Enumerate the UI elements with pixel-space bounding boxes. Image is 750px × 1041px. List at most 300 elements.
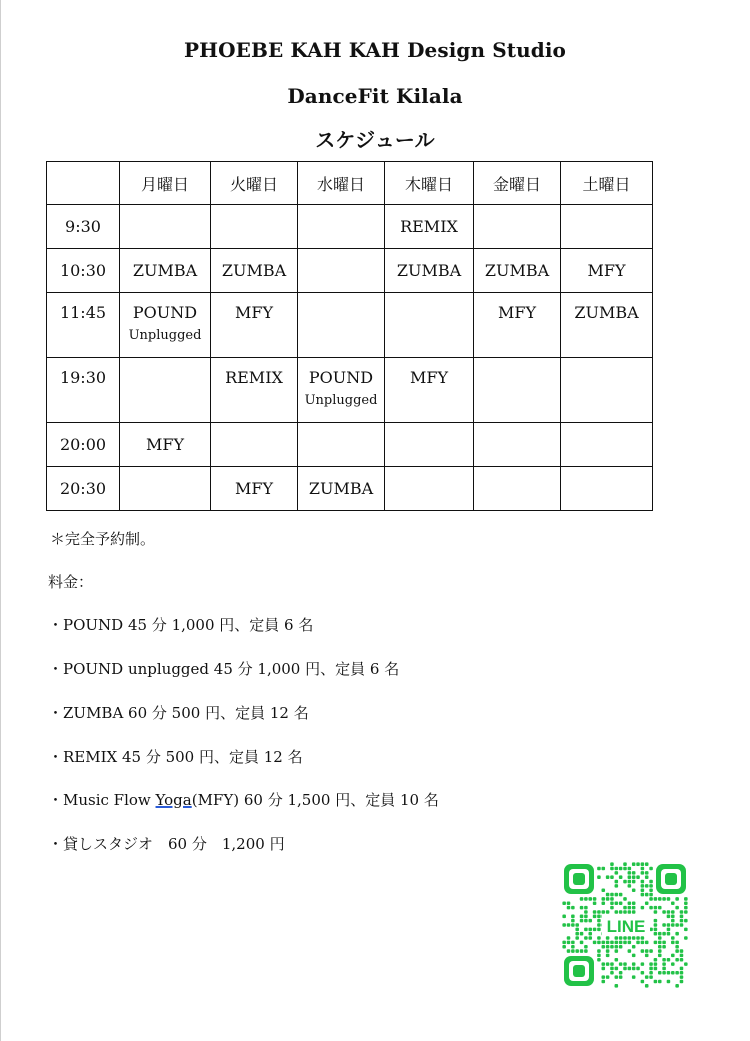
qr-module [628, 906, 632, 910]
qr-module [562, 915, 566, 919]
qr-module [597, 915, 601, 919]
qr-module [602, 902, 606, 906]
qr-module [680, 910, 684, 914]
qr-module [584, 928, 588, 932]
qr-module [619, 975, 623, 979]
qr-module [593, 897, 597, 901]
qr-module [623, 897, 627, 901]
qr-module [641, 888, 645, 892]
qr-module [641, 893, 645, 897]
class-cell [298, 249, 385, 293]
qr-module [597, 941, 601, 945]
qr-module [606, 941, 610, 945]
qr-module [606, 897, 610, 901]
qr-module [597, 910, 601, 914]
qr-module [615, 941, 619, 945]
qr-module [667, 958, 671, 962]
qr-module [671, 910, 675, 914]
class-cell [120, 249, 211, 293]
class-name [298, 293, 384, 303]
qr-module [602, 945, 606, 949]
qr-module [597, 958, 601, 962]
yoga-spellcheck-word: Yoga [155, 791, 192, 809]
qr-module [654, 923, 658, 927]
class-cell [211, 423, 298, 467]
class-name: ZUMBA [484, 261, 550, 280]
table-row [47, 423, 653, 467]
price-text: ・貸しスタジオ 60 分 1,200 円 [48, 835, 285, 853]
qr-module [571, 923, 575, 927]
qr-module [636, 936, 640, 940]
qr-module [584, 949, 588, 953]
qr-module [649, 949, 653, 953]
qr-module [645, 875, 649, 879]
qr-module [649, 893, 653, 897]
qr-module [610, 862, 614, 866]
qr-module [628, 949, 632, 953]
qr-module [671, 954, 675, 958]
qr-module [671, 971, 675, 975]
qr-module [619, 902, 623, 906]
qr-module [680, 919, 684, 923]
qr-module [615, 910, 619, 914]
qr-module [632, 967, 636, 971]
qr-module [567, 923, 571, 927]
qr-module [584, 945, 588, 949]
class-cell [120, 205, 211, 249]
qr-module [632, 871, 636, 875]
qr-module [658, 941, 662, 945]
line-qr-code-icon[interactable] [562, 862, 688, 988]
qr-module [571, 915, 575, 919]
qr-module [641, 941, 645, 945]
class-name: REMIX [400, 217, 458, 236]
qr-module [641, 867, 645, 871]
class-name: ZUMBA [221, 261, 287, 280]
qr-module [667, 971, 671, 975]
qr-module [662, 923, 666, 927]
qr-module [580, 949, 584, 953]
qr-module [628, 884, 632, 888]
qr-module [649, 975, 653, 979]
qr-module [675, 958, 679, 962]
qr-module [584, 897, 588, 901]
qr-module [654, 906, 658, 910]
qr-module [628, 902, 632, 906]
qr-module [584, 910, 588, 914]
qr-module [632, 880, 636, 884]
qr-module [662, 932, 666, 936]
qr-module [606, 893, 610, 897]
class-cell [474, 358, 561, 423]
qr-module [580, 906, 584, 910]
qr-module [675, 971, 679, 975]
qr-module [615, 902, 619, 906]
qr-module [662, 958, 666, 962]
qr-module [632, 975, 636, 979]
qr-module [628, 967, 632, 971]
qr-module [615, 936, 619, 940]
qr-module [680, 954, 684, 958]
qr-module [597, 875, 601, 879]
qr-module [654, 941, 658, 945]
qr-module [619, 941, 623, 945]
qr-module [619, 867, 623, 871]
qr-module [562, 902, 566, 906]
qr-module [610, 906, 614, 910]
qr-module [684, 962, 688, 966]
qr-module [619, 875, 623, 879]
qr-module [567, 941, 571, 945]
class-cell [561, 358, 653, 423]
class-cell [561, 293, 653, 358]
qr-module [619, 971, 623, 975]
qr-module [636, 967, 640, 971]
qr-module [615, 880, 619, 884]
qr-module [602, 897, 606, 901]
day-header: 金曜日 [474, 162, 561, 205]
qr-module [628, 867, 632, 871]
qr-module [602, 941, 606, 945]
qr-module [641, 936, 645, 940]
day-header: 木曜日 [385, 162, 474, 205]
qr-module [649, 884, 653, 888]
qr-module [636, 862, 640, 866]
qr-module [628, 875, 632, 879]
qr-module [610, 897, 614, 901]
page-edge-divider [0, 0, 1, 1041]
class-cell [298, 467, 385, 511]
qr-module [645, 862, 649, 866]
schedule-heading: スケジュール [315, 128, 435, 152]
qr-module [628, 880, 632, 884]
qr-module [593, 902, 597, 906]
qr-module [597, 949, 601, 953]
qr-module [567, 902, 571, 906]
qr-module [680, 980, 684, 984]
brand-title: DanceFit Kilala [287, 84, 463, 108]
class-cell [298, 423, 385, 467]
qr-module [575, 928, 579, 932]
class-name: POUND [132, 303, 198, 322]
qr-module [606, 910, 610, 914]
qr-module [662, 910, 666, 914]
class-cell [211, 205, 298, 249]
qr-module [588, 897, 592, 901]
price-text: ・ZUMBA 60 分 500 円、定員 12 名 [48, 704, 309, 722]
qr-module [623, 880, 627, 884]
qr-module [658, 954, 662, 958]
qr-finder-top-right [656, 864, 686, 894]
qr-module [662, 941, 666, 945]
qr-module [588, 919, 592, 923]
time-cell: 20:00 [47, 423, 120, 467]
qr-module [671, 936, 675, 940]
table-header-row [47, 162, 653, 205]
qr-module [641, 980, 645, 984]
qr-module [615, 867, 619, 871]
qr-module [654, 958, 658, 962]
qr-module [575, 936, 579, 940]
qr-module [571, 945, 575, 949]
qr-module [580, 915, 584, 919]
qr-module [567, 949, 571, 953]
qr-module [675, 984, 679, 988]
qr-module [667, 928, 671, 932]
qr-module [671, 902, 675, 906]
qr-module [632, 954, 636, 958]
price-text: ・POUND 45 分 1,000 円、定員 6 名 [48, 616, 314, 634]
qr-module [636, 875, 640, 879]
qr-module [667, 923, 671, 927]
qr-module [597, 954, 601, 958]
qr-module [606, 936, 610, 940]
qr-module [645, 975, 649, 979]
qr-module [623, 862, 627, 866]
qr-module [645, 871, 649, 875]
qr-module [671, 941, 675, 945]
qr-module [575, 923, 579, 927]
qr-module [675, 923, 679, 927]
qr-module [588, 932, 592, 936]
qr-module [671, 915, 675, 919]
qr-module [658, 897, 662, 901]
qr-module [593, 910, 597, 914]
class-cell [474, 423, 561, 467]
class-name: ZUMBA [396, 261, 462, 280]
qr-module [632, 906, 636, 910]
class-name: REMIX [225, 368, 283, 387]
qr-module [615, 975, 619, 979]
class-variant: Unplugged [128, 328, 202, 343]
time-cell: 10:30 [47, 249, 120, 293]
qr-module [645, 893, 649, 897]
qr-module [610, 893, 614, 897]
price-item [48, 702, 309, 723]
qr-module [597, 919, 601, 923]
qr-module [658, 949, 662, 953]
qr-module [610, 867, 614, 871]
qr-module [597, 928, 601, 932]
qr-module [610, 902, 614, 906]
qr-module [610, 971, 614, 975]
day-header: 土曜日 [561, 162, 653, 205]
qr-module [628, 936, 632, 940]
qr-module [632, 962, 636, 966]
qr-module [667, 910, 671, 914]
qr-module [619, 893, 623, 897]
qr-module [645, 984, 649, 988]
qr-module [667, 915, 671, 919]
qr-module [654, 980, 658, 984]
qr-module [684, 906, 688, 910]
time-label: 11:45 [59, 303, 107, 322]
qr-module [649, 906, 653, 910]
qr-module [571, 949, 575, 953]
class-cell [298, 358, 385, 423]
class-name: POUND [308, 368, 374, 387]
qr-module [654, 928, 658, 932]
qr-module [680, 915, 684, 919]
qr-module [562, 923, 566, 927]
qr-module [645, 884, 649, 888]
qr-module [662, 897, 666, 901]
qr-module [623, 941, 627, 945]
table-row [47, 205, 653, 249]
qr-module [649, 971, 653, 975]
class-cell [385, 423, 474, 467]
qr-finder-top-left [564, 864, 594, 894]
qr-module [632, 862, 636, 866]
table-row [47, 293, 653, 358]
class-name: MFY [587, 261, 626, 280]
qr-module [615, 893, 619, 897]
qr-module [606, 949, 610, 953]
class-cell [385, 467, 474, 511]
qr-module [641, 971, 645, 975]
qr-module [584, 915, 588, 919]
class-cell [120, 467, 211, 511]
qr-module [649, 967, 653, 971]
qr-module [654, 910, 658, 914]
qr-module [645, 941, 649, 945]
qr-module [619, 910, 623, 914]
price-item [48, 658, 399, 679]
qr-module [567, 936, 571, 940]
time-label: 19:30 [59, 368, 107, 387]
qr-module [680, 971, 684, 975]
class-cell [385, 358, 474, 423]
qr-module [602, 980, 606, 984]
qr-module [649, 867, 653, 871]
schedule-table [46, 161, 653, 511]
class-cell [120, 358, 211, 423]
qr-module [654, 919, 658, 923]
qr-module [615, 945, 619, 949]
qr-module [632, 945, 636, 949]
qr-module [602, 975, 606, 979]
qr-module [615, 871, 619, 875]
qr-module [675, 897, 679, 901]
class-name: MFY [145, 435, 185, 454]
qr-module [619, 945, 623, 949]
qr-module [584, 919, 588, 923]
qr-module [654, 932, 658, 936]
qr-module [654, 967, 658, 971]
qr-module [684, 936, 688, 940]
qr-module [606, 954, 610, 958]
qr-module [619, 936, 623, 940]
price-heading: 料金： [48, 573, 94, 591]
qr-module [593, 915, 597, 919]
class-name: MFY [234, 303, 274, 322]
table-row [47, 467, 653, 511]
class-cell [211, 293, 298, 358]
class-name: ZUMBA [574, 303, 639, 322]
qr-module [654, 962, 658, 966]
price-text: ・POUND unplugged 45 分 1,000 円、定員 6 名 [48, 660, 400, 678]
qr-module [606, 962, 610, 966]
class-cell [474, 205, 561, 249]
qr-module [632, 910, 636, 914]
qr-module [632, 875, 636, 879]
studio-title: PHOEBE KAH KAH Design Studio [184, 38, 566, 62]
qr-module [575, 949, 579, 953]
qr-module [680, 949, 684, 953]
class-cell [474, 249, 561, 293]
qr-module [602, 962, 606, 966]
qr-module [619, 962, 623, 966]
class-name [474, 358, 560, 368]
qr-module [662, 945, 666, 949]
qr-module [588, 928, 592, 932]
time-cell [47, 358, 120, 423]
qr-module [602, 967, 606, 971]
class-cell [474, 467, 561, 511]
qr-module [645, 949, 649, 953]
qr-module [571, 919, 575, 923]
qr-module [580, 932, 584, 936]
qr-module [649, 888, 653, 892]
qr-module [667, 980, 671, 984]
class-cell [211, 467, 298, 511]
qr-module [675, 949, 679, 953]
qr-module [623, 936, 627, 940]
price-item [48, 833, 285, 854]
qr-module [675, 906, 679, 910]
table-row [47, 358, 653, 423]
class-cell [211, 249, 298, 293]
qr-module [675, 941, 679, 945]
qr-module [641, 962, 645, 966]
qr-module [606, 945, 610, 949]
qr-module [641, 862, 645, 866]
qr-module [649, 962, 653, 966]
qr-module [658, 980, 662, 984]
price-item [48, 614, 313, 635]
qr-module [615, 958, 619, 962]
qr-module [684, 897, 688, 901]
qr-module [667, 932, 671, 936]
qr-module [610, 941, 614, 945]
time-cell [47, 293, 120, 358]
price-item [48, 746, 303, 767]
qr-module [610, 875, 614, 879]
qr-module [641, 880, 645, 884]
qr-module [623, 906, 627, 910]
qr-module [680, 975, 684, 979]
qr-module [597, 923, 601, 927]
qr-module [632, 888, 636, 892]
qr-module [658, 936, 662, 940]
qr-module [684, 902, 688, 906]
class-cell [561, 249, 653, 293]
qr-module [584, 936, 588, 940]
qr-module [623, 910, 627, 914]
qr-module [623, 867, 627, 871]
class-cell [120, 423, 211, 467]
qr-module [645, 954, 649, 958]
corner-cell [47, 162, 120, 205]
class-name: MFY [409, 368, 449, 387]
class-name [561, 358, 652, 368]
class-name: MFY [234, 479, 274, 498]
qr-module [571, 906, 575, 910]
qr-module [684, 919, 688, 923]
class-name: ZUMBA [132, 261, 198, 280]
qr-module [602, 888, 606, 892]
qr-module [606, 975, 610, 979]
